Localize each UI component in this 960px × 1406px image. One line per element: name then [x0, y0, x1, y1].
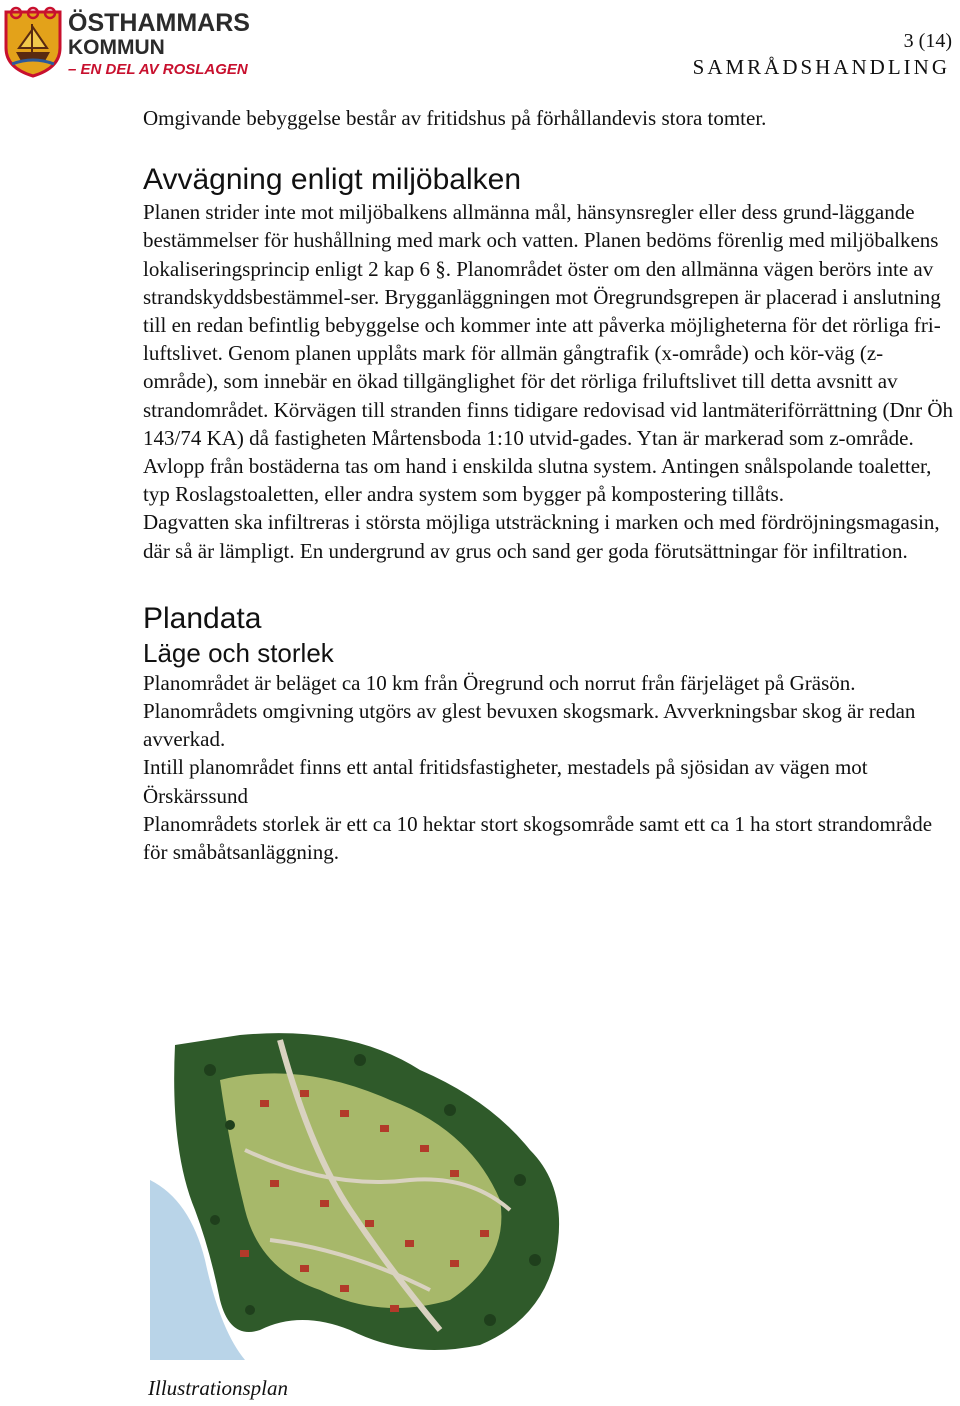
body-paragraph: Dagvatten ska infiltreras i största möjliga utsträckning i marken och med fördröjningsmagasin, där så är lämpligt. En undergrund av grus och sand ger goda förutsättningar för infiltration.	[143, 510, 940, 563]
body-paragraph: Intill planområdet finns ett antal fritidsfastigheter, mestadels på sjösidan av vägen mot Örskärssund	[143, 755, 868, 808]
body-paragraph: Planområdets omgivning utgörs av glest bevuxen skogsmark. Avverkningsbar skog är redan avverkad.	[143, 699, 916, 752]
section-heading-miljobalken: Avvägning enligt miljöbalken	[143, 163, 522, 197]
body-paragraph: Planområdet är beläget ca 10 km från Öregrund och norrut från färjeläget på Gräsön.	[143, 670, 856, 695]
body-paragraph: Planområdets storlek är ett ca 10 hektar stort skogsområde samt ett ca 1 ha stort strandområde för småbåtsanläggning.	[143, 811, 933, 865]
body-paragraph: Avlopp från bostäderna tas om hand i enskilda slutna system. Antingen snålspolande toaletter, typ Roslagstoaletten, eller andra system som bygger på kompostering tillåts.	[143, 454, 932, 507]
logo-tagline: – EN DEL AV ROSLAGEN	[68, 61, 248, 78]
page-number: 3 (14)	[903, 30, 952, 52]
kommun-logo	[2, 4, 250, 78]
logo-line2: KOMMUN	[68, 36, 165, 59]
intro-paragraph: Omgivande bebyggelse består av fritidshus på förhållandevis stora tomter.	[143, 106, 767, 130]
document-type: SAMRÅDSHANDLING	[692, 55, 950, 79]
coat-of-arms-icon	[6, 8, 60, 76]
body-paragraph: Planen strider inte mot miljöbalkens allmänna mål, hänsynsregler eller dess grund-läggande bestämmelser för hushållning med mark och vatten. Planen bedöms förenlig med miljöbalkens lokaliseringsprincip enligt 2 kap 6 §. Planområdet öster om den allmänna vägen berörs inte av strandskyddsbestämmel-ser. Brygganläggningen mot Öregrundsgrepen är placerad i anslutning till en redan befintlig bebyggelse och kommer inte att påverka möjligheterna för det rörliga fri-luftslivet. Genom planen upplåts mark för allmän gångtrafik (x-område) och kör-väg (z-område), som innebär en ökad tillgänglighet för det rörliga friluftslivet till detta avsnitt av strandområdet. Körvägen till stranden finns tidigare redovisad vid lantmäteriförrättning (Dnr Öh 143/74 KA) då fastigheten Mårtensboda 1:10 utvid-gades. Ytan är markerad som z-område.	[143, 200, 954, 450]
logo-line1: ÖSTHAMMARS	[68, 9, 250, 37]
section-heading-plandata: Plandata	[143, 601, 262, 635]
figure-caption: Illustrationsplan	[148, 1376, 289, 1400]
document-body	[143, 104, 958, 866]
illustration-plan-image	[150, 1030, 620, 1360]
subheading-lage-och-storlek: Läge och storlek	[143, 637, 334, 668]
